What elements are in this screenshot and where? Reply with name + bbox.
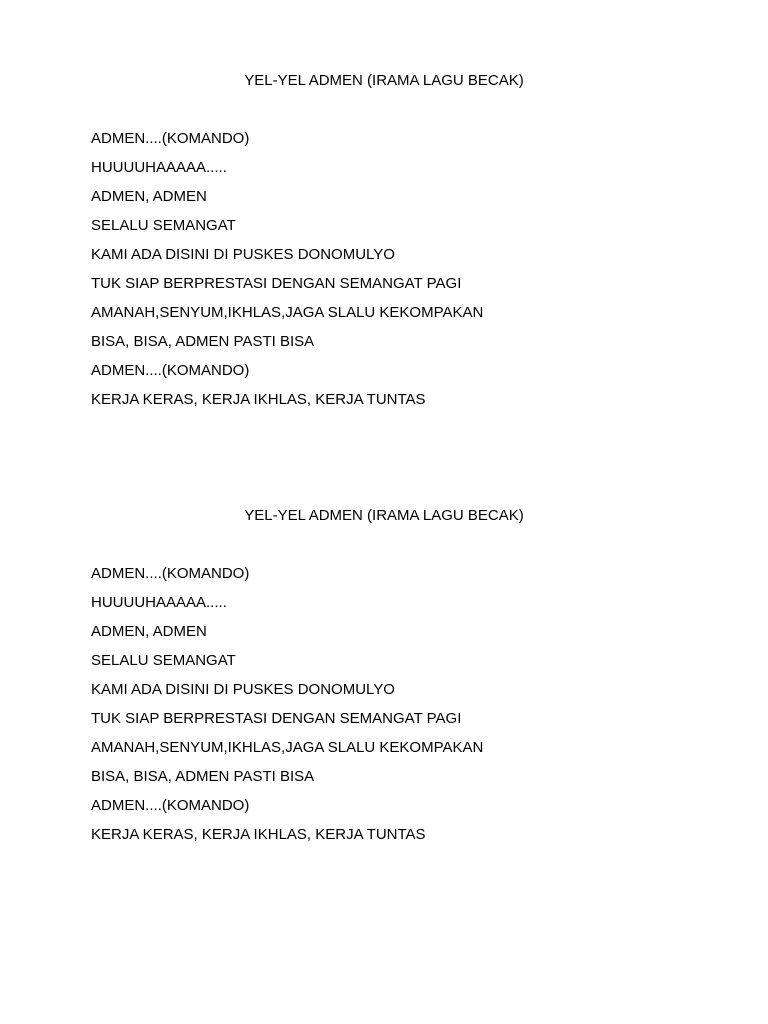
section-1-line-9: ADMEN....(KOMANDO) bbox=[91, 362, 250, 379]
section-2-title: YEL-YEL ADMEN (IRAMA LAGU BECAK) bbox=[244, 507, 524, 524]
section-1-title: YEL-YEL ADMEN (IRAMA LAGU BECAK) bbox=[244, 72, 524, 89]
section-1-line-2: HUUUUHAAAAA..... bbox=[91, 159, 227, 176]
section-2-line-6: TUK SIAP BERPRESTASI DENGAN SEMANGAT PAGI bbox=[91, 710, 462, 727]
section-2-line-2: HUUUUHAAAAA..... bbox=[91, 594, 227, 611]
section-2-line-8: BISA, BISA, ADMEN PASTI BISA bbox=[91, 768, 315, 785]
section-1-line-5: KAMI ADA DISINI DI PUSKES DONOMULYO bbox=[91, 246, 395, 263]
section-1-line-10: KERJA KERAS, KERJA IKHLAS, KERJA TUNTAS bbox=[91, 391, 426, 408]
section-2-line-5: KAMI ADA DISINI DI PUSKES DONOMULYO bbox=[91, 681, 395, 698]
section-2-line-10: KERJA KERAS, KERJA IKHLAS, KERJA TUNTAS bbox=[91, 826, 426, 843]
section-2-line-1: ADMEN....(KOMANDO) bbox=[91, 565, 250, 582]
section-1-line-7: AMANAH,SENYUM,IKHLAS,JAGA SLALU KEKOMPAKAN bbox=[91, 304, 484, 321]
section-1-line-3: ADMEN, ADMEN bbox=[91, 188, 207, 205]
section-2-line-4: SELALU SEMANGAT bbox=[91, 652, 236, 669]
section-2-line-7: AMANAH,SENYUM,IKHLAS,JAGA SLALU KEKOMPAKAN bbox=[91, 739, 484, 756]
section-2-line-9: ADMEN....(KOMANDO) bbox=[91, 797, 250, 814]
section-1-line-8: BISA, BISA, ADMEN PASTI BISA bbox=[91, 333, 315, 350]
section-1-line-1: ADMEN....(KOMANDO) bbox=[91, 130, 250, 147]
section-1-line-6: TUK SIAP BERPRESTASI DENGAN SEMANGAT PAGI bbox=[91, 275, 462, 292]
section-1-line-4: SELALU SEMANGAT bbox=[91, 217, 236, 234]
section-2-line-3: ADMEN, ADMEN bbox=[91, 623, 207, 640]
